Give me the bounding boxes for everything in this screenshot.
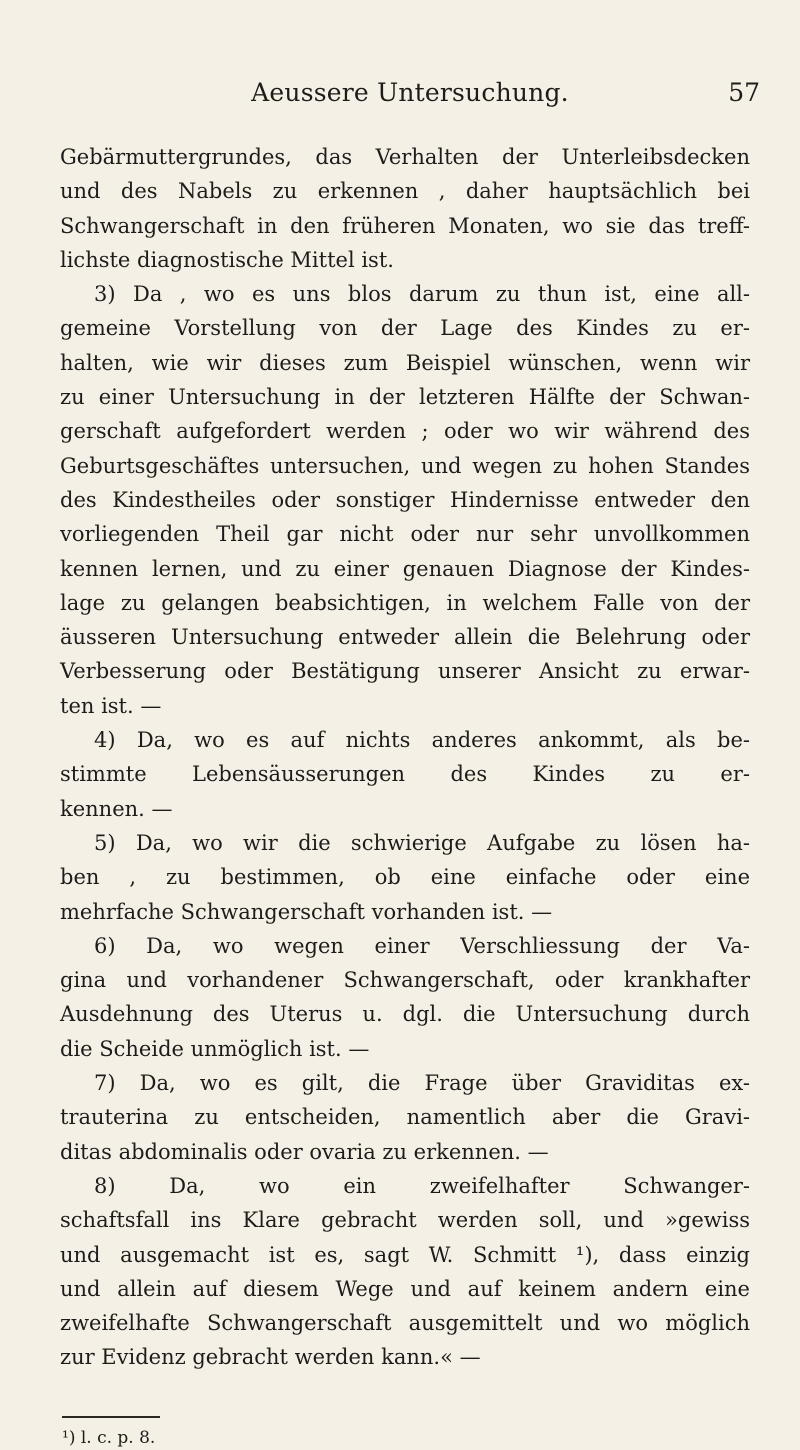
page-number: 57 xyxy=(728,78,760,107)
text-line: stimmte Lebensäusserungen des Kindes zu er- xyxy=(60,762,750,787)
text-line: gemeine Vorstellung von der Lage des Kindes zu er- xyxy=(60,316,750,341)
body-text xyxy=(60,140,750,1375)
footnote-divider xyxy=(62,1416,160,1418)
text-line: und allein auf diesem Wege und auf keinem andern eine xyxy=(60,1276,750,1301)
text-line: kennen. — xyxy=(60,796,173,821)
text-line: zweifelhafte Schwangerschaft ausgemittelt und wo möglich xyxy=(60,1311,750,1336)
text-line: Verbesserung oder Bestätigung unserer Ansicht zu erwar- xyxy=(60,659,750,684)
text-line: ditas abdominalis oder ovaria zu erkennen. — xyxy=(60,1139,549,1164)
footnote: ¹) l. c. p. 8. xyxy=(62,1428,156,1448)
text-line: vorliegenden Theil gar nicht oder nur sehr unvollkommen xyxy=(60,522,750,547)
text-line: 8) Da, wo ein zweifelhafter Schwanger- xyxy=(94,1173,750,1198)
text-line: kennen lernen, und zu einer genauen Diagnose der Kindes- xyxy=(60,556,750,581)
text-line: halten, wie wir dieses zum Beispiel wünschen, wenn wir xyxy=(60,350,750,375)
running-title: Aeussere Untersuchung. xyxy=(251,78,569,107)
text-line: 5) Da, wo wir die schwierige Aufgabe zu lösen ha- xyxy=(94,830,750,855)
text-line: zu einer Untersuchung in der letzteren Hälfte der Schwan- xyxy=(60,385,750,410)
text-line: äusseren Untersuchung entweder allein die Belehrung oder xyxy=(60,625,750,650)
text-line: Geburtsgeschäftes untersuchen, und wegen zu hohen Standes xyxy=(60,453,750,478)
text-line: die Scheide unmöglich ist. — xyxy=(60,1036,370,1061)
text-line: Gebärmuttergrundes, das Verhalten der Unterleibsdecken xyxy=(60,145,750,169)
text-line: mehrfache Schwangerschaft vorhanden ist. — xyxy=(60,899,553,924)
text-line: ten ist. — xyxy=(60,693,162,718)
text-line: lage zu gelangen beabsichtigen, in welchem Falle von der xyxy=(60,590,750,615)
text-line: gerschaft aufgefordert werden ; oder wo wir während des xyxy=(60,419,750,444)
text-line: zur Evidenz gebracht werden kann.« — xyxy=(60,1345,481,1370)
text-line: ben , zu bestimmen, ob eine einfache oder eine xyxy=(60,865,750,890)
text-line: des Kindestheiles oder sonstiger Hindernisse entweder den xyxy=(60,487,750,512)
text-line: 6) Da, wo wegen einer Verschliessung der Va- xyxy=(94,933,750,958)
text-line: 4) Da, wo es auf nichts anderes ankommt, als be- xyxy=(94,728,750,753)
text-line: trauterina zu entscheiden, namentlich aber die Gravi- xyxy=(60,1105,750,1130)
text-line: Schwangerschaft in den früheren Monaten, wo sie das treff- xyxy=(60,213,750,238)
text-line: und ausgemacht ist es, sagt W. Schmitt ¹), dass einzig xyxy=(60,1242,750,1267)
text-line: und des Nabels zu erkennen , daher hauptsächlich bei xyxy=(60,179,750,204)
page-header xyxy=(60,78,760,118)
text-line: lichste diagnostische Mittel ist. xyxy=(60,247,394,272)
text-line: 3) Da , wo es uns blos darum zu thun ist, eine all- xyxy=(94,282,750,307)
text-line: schaftsfall ins Klare gebracht werden soll, und »gewiss xyxy=(60,1208,750,1233)
text-line: gina und vorhandener Schwangerschaft, oder krankhafter xyxy=(60,968,750,993)
text-line: Ausdehnung des Uterus u. dgl. die Untersuchung durch xyxy=(60,1002,750,1027)
text-line: 7) Da, wo es gilt, die Frage über Graviditas ex- xyxy=(94,1071,750,1096)
